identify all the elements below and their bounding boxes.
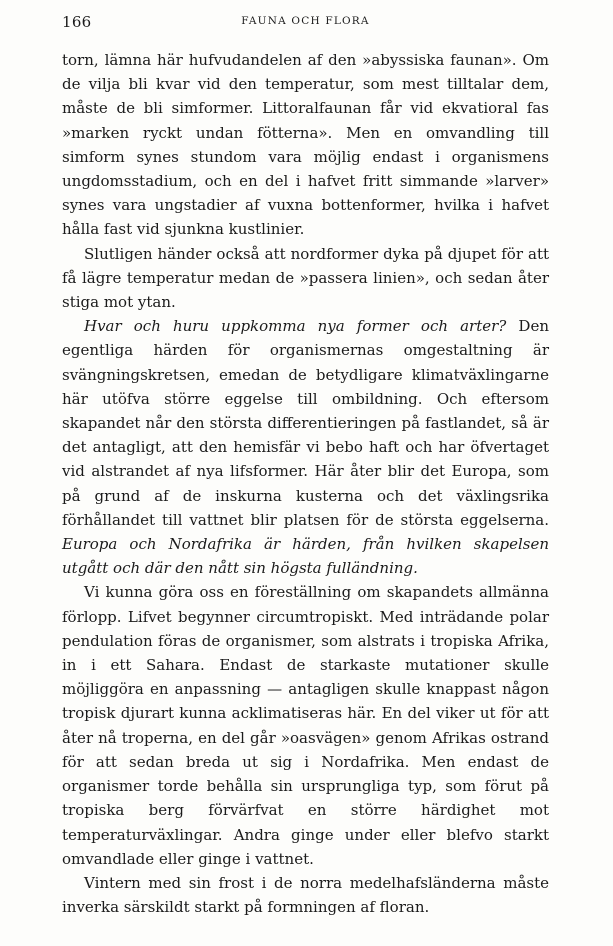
paragraph <box>62 580 549 870</box>
paragraph <box>62 242 549 315</box>
paragraph <box>62 314 549 580</box>
text-segment: Vintern med sin frost i de norra medelhafsländerna måste inverka särskildt starkt på formningen af floran. <box>62 873 549 917</box>
italic-question: Hvar och huru uppkomma nya former och arter? <box>84 317 507 336</box>
italic-conclusion: Europa och Nordafrika är härden, från hvilken skapelsen utgått och där den nått sin högsta fulländning. <box>62 535 549 578</box>
page-number: 166 <box>62 13 92 31</box>
paragraph <box>62 48 549 242</box>
paragraph <box>62 871 549 919</box>
text-segment: torn, lämna här hufvudandelen af den »abyssiska faunan». Om de vilja bli kvar vid den temperatur, som mest tilltalar dem, måste de bli simformer. Littoralfaunan får vid ekvatioral fas »marken ryckt undan fötterna». Men en omvandling till simform synes stundom vara möjlig endast i organismens ungdomsstadium, och en del i hafvet fritt simmande »larver» synes vara ungstadier af vuxna bottenformer, hvilka i hafvet hålla fast vid sjunkna kustlinier. <box>62 51 549 239</box>
running-head: FAUNA OCH FLORA <box>241 15 370 27</box>
text-segment: Slutligen händer också att nordformer dyka på djupet för att få lägre temperatur medan de »passera linien», och sedan åter stiga mot ytan. <box>62 244 549 312</box>
text-segment: Den egentliga härden för organismernas omgestaltning är svängningskretsen, emedan de betydligare klimatväxlingarne här utöfva större eggelse till ombildning. Och eftersom skapandet når den största differentieringen på fastlandet, så är det antagligt, att den hemisfär vi bebo haft och har öfvertaget vid alstrandet af nya lifsformer. Här åter blir det Europa, som på grund af de inskurna kusterna och det växlingsrika förhållandet till vattnet blir platsen för de största eggelserna. <box>62 317 549 529</box>
text-segment: Vi kunna göra oss en föreställning om skapandets allmänna förlopp. Lifvet begynner circumtropiskt. Med inträdande polar pendulation föras de organismer, som alstrats i tropiska Afrika, in i ett Sahara. Endast de starkaste mutationer skulle möjliggöra en anpassning — antagligen skulle knappast någon tropisk djurart kunna acklimatiseras här. En del viker ut för att åter nå troperna, en del går »oasvägen» genom Afrikas ostrand för att sedan breda ut sig i Nordafrika. Men endast de organismer torde behålla sin ursprungliga typ, som förut på tropiska berg förvärfvat en större härdighet mot temperaturväxlingar. Andra ginge under eller blefvo starkt omvandlade eller ginge i vattnet. <box>62 583 549 868</box>
page-header <box>62 13 549 35</box>
body-text <box>62 48 549 919</box>
